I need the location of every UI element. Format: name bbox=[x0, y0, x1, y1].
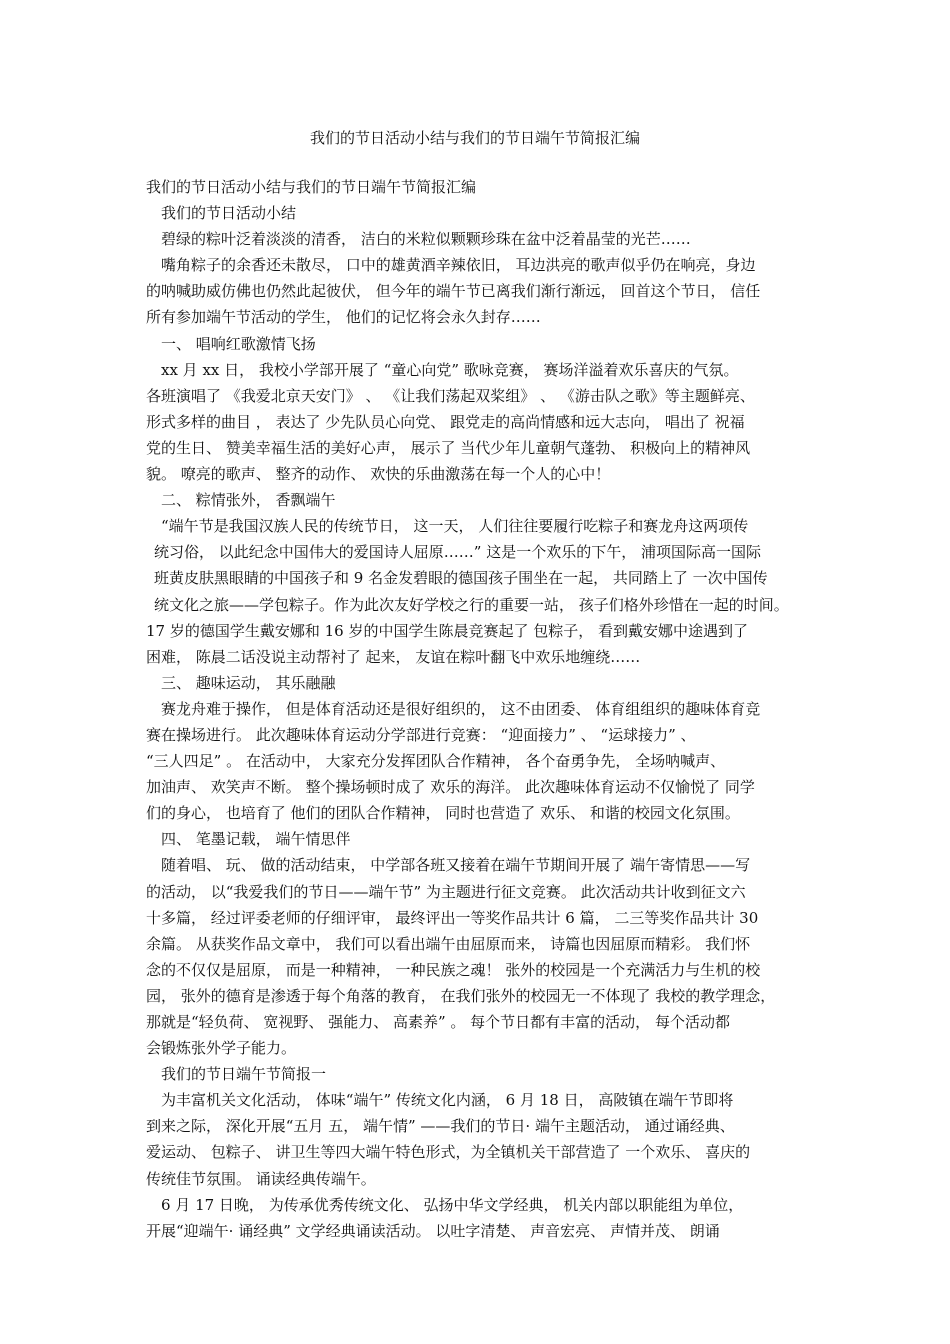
text-line: 赛龙舟难于操作， 但是体育活动还是很好组织的， 这不由团委、 体育组组织的趣味体育竞 bbox=[161, 699, 761, 718]
text-line: 我们的节日活动小结与我们的节日端午节简报汇编 bbox=[146, 178, 477, 196]
text-line: 碧绿的粽叶泛着淡淡的清香， 洁白的米粒似颗颗珍珠在盆中泛着晶莹的光芒…… bbox=[161, 230, 691, 249]
text-line: 各班演唱了 《我爱北京天安门》 、 《让我们荡起双桨组》 、 《游击队之歌》等主题鲜亮、 bbox=[146, 386, 755, 405]
text-line: 班黄皮肤黑眼睛的中国孩子和 9 名金发碧眼的德国孩子围坐在一起， 共同踏上了 一次中国传 bbox=[154, 569, 768, 588]
text-line: 形式多样的曲目 ， 表达了 少先队员心向党、 跟党走的高尚情感和远大志向， 唱出了 祝福 bbox=[146, 412, 745, 431]
document-body bbox=[146, 174, 826, 1244]
text-line: 念的不仅仅是屈原， 而是一种精神， 一种民族之魂！ 张外的校园是一个充满活力与生机的校 bbox=[146, 960, 761, 979]
text-line: 二、 粽情张外， 香飘端午 bbox=[161, 491, 336, 510]
document-title: 我们的节日活动小结与我们的节日端午节简报汇编 bbox=[309, 129, 640, 147]
text-line: 为丰富机关文化活动， 体味“端午” 传统文化内涵， 6 月 18 日， 高陂镇在端午节即将 bbox=[161, 1091, 734, 1110]
text-line: 随着唱、 玩、 做的活动结束， 中学部各班又接着在端午节期间开展了 端午寄情思——写 bbox=[161, 856, 751, 875]
text-line: 赛在操场进行。 此次趣味体育运动分学部进行竞赛： “迎面接力” 、 “运球接力” 、 bbox=[146, 725, 696, 744]
text-line: 6 月 17 日晚， 为传承优秀传统文化、 弘扬中华文学经典， 机关内部以职能组为单位， bbox=[161, 1195, 744, 1214]
text-line: 园， 张外的德育是渗透于每个角落的教育， 在我们张外的校园无一不体现了 我校的教学理念， bbox=[146, 986, 776, 1005]
text-line: 的活动， 以“我爱我们的节日——端午节” 为主题进行征文竞赛。 此次活动共计收到征文六 bbox=[146, 882, 746, 901]
text-line: 17 岁的德国学生戴安娜和 16 岁的中国学生陈晨竞赛起了 包粽子， 看到戴安娜中途遇到了 bbox=[146, 621, 749, 640]
text-line: 十多篇， 经过评委老师的仔细评审， 最终评出一等奖作品共计 6 篇， 二三等奖作品共计 30 bbox=[146, 908, 759, 927]
text-line: 四、 笔墨记载， 端午情思伴 bbox=[161, 830, 351, 849]
text-line: xx 月 xx 日， 我校小学部开展了 “童心向党” 歌咏竞赛， 赛场洋溢着欢乐喜庆的气氛。 bbox=[161, 360, 739, 379]
text-line: 加油声、 欢笑声不断。 整个操场顿时成了 欢乐的海洋。 此次趣味体育运动不仅愉悦了 同学 bbox=[146, 778, 755, 797]
text-line: 我们的节日端午节简报一 bbox=[161, 1065, 327, 1084]
text-line: 一、 唱响红歌激情飞扬 bbox=[161, 334, 316, 353]
text-line: 到来之际， 深化开展“五月 五， 端午情” ——我们的节日· 端午主题活动， 通过诵经典、 bbox=[146, 1117, 735, 1136]
text-line: 爱运动、 包粽子、 讲卫生等四大端午特色形式，为全镇机关干部营造了 一个欢乐、 喜庆的 bbox=[146, 1143, 751, 1162]
text-line: 的呐喊助威仿佛也仍然此起彼伏， 但今年的端午节已离我们渐行渐远， 回首这个节日， 信任 bbox=[146, 282, 761, 301]
text-line: 统习俗， 以此纪念中国伟大的爱国诗人屈原……” 这是一个欢乐的下午， 浦项国际高一国际 bbox=[154, 543, 761, 562]
text-line: 会锻炼张外学子能力。 bbox=[146, 1039, 297, 1058]
text-line: 貌。 嘹亮的歌声、 整齐的动作、 欢快的乐曲激荡在每一个人的心中！ bbox=[146, 465, 611, 484]
text-line: “端午节是我国汉族人民的传统节日， 这一天， 人们往往要履行吃粽子和赛龙舟这两项传 bbox=[161, 517, 749, 536]
text-line: 三、 趣味运动， 其乐融融 bbox=[161, 673, 336, 692]
text-line: 开展“迎端午· 诵经典” 文学经典诵读活动。 以吐字清楚、 声音宏亮、 声情并茂、 朗诵 bbox=[146, 1221, 720, 1240]
text-line: 们的身心， 也培育了 他们的团队合作精神， 同时也营造了 欢乐、 和谐的校园文化氛围。 bbox=[146, 804, 740, 823]
text-line: 那就是“轻负荷、 宽视野、 强能力、 高素养” 。 每个节日都有丰富的活动， 每个活动都 bbox=[146, 1013, 730, 1031]
text-line: 党的生日、 赞美幸福生活的美好心声， 展示了 当代少年儿童朝气蓬勃、 积极向上的精神风 bbox=[146, 438, 751, 457]
text-line: 我们的节日活动小结 bbox=[161, 204, 297, 223]
text-line: 嘴角粽子的余香还未散尽， 口中的雄黄酒辛辣依旧， 耳边洪亮的歌声似乎仍在响亮，身边 bbox=[161, 256, 756, 275]
text-line: 困难， 陈晨二话没说主动帮衬了 起来， 友谊在粽叶翻飞中欢乐地缠绕…… bbox=[146, 647, 641, 666]
text-line: 余篇。 从获奖作品文章中， 我们可以看出端午由屈原而来， 诗篇也因屈原而精彩。 我们怀 bbox=[146, 934, 751, 953]
text-line: 传统佳节氛围。 诵读经典传端午。 bbox=[146, 1169, 376, 1188]
text-line: 统文化之旅——学包粽子。作为此次友好学校之行的重要一站， 孩子们格外珍惜在一起的时间。 bbox=[154, 595, 789, 614]
text-line: “三人四足” 。 在活动中， 大家充分发挥团队合作精神， 各个奋勇争先， 全场呐喊声、 bbox=[146, 752, 726, 771]
text-line: 所有参加端午节活动的学生， 他们的记忆将会永久封存…… bbox=[146, 308, 541, 327]
